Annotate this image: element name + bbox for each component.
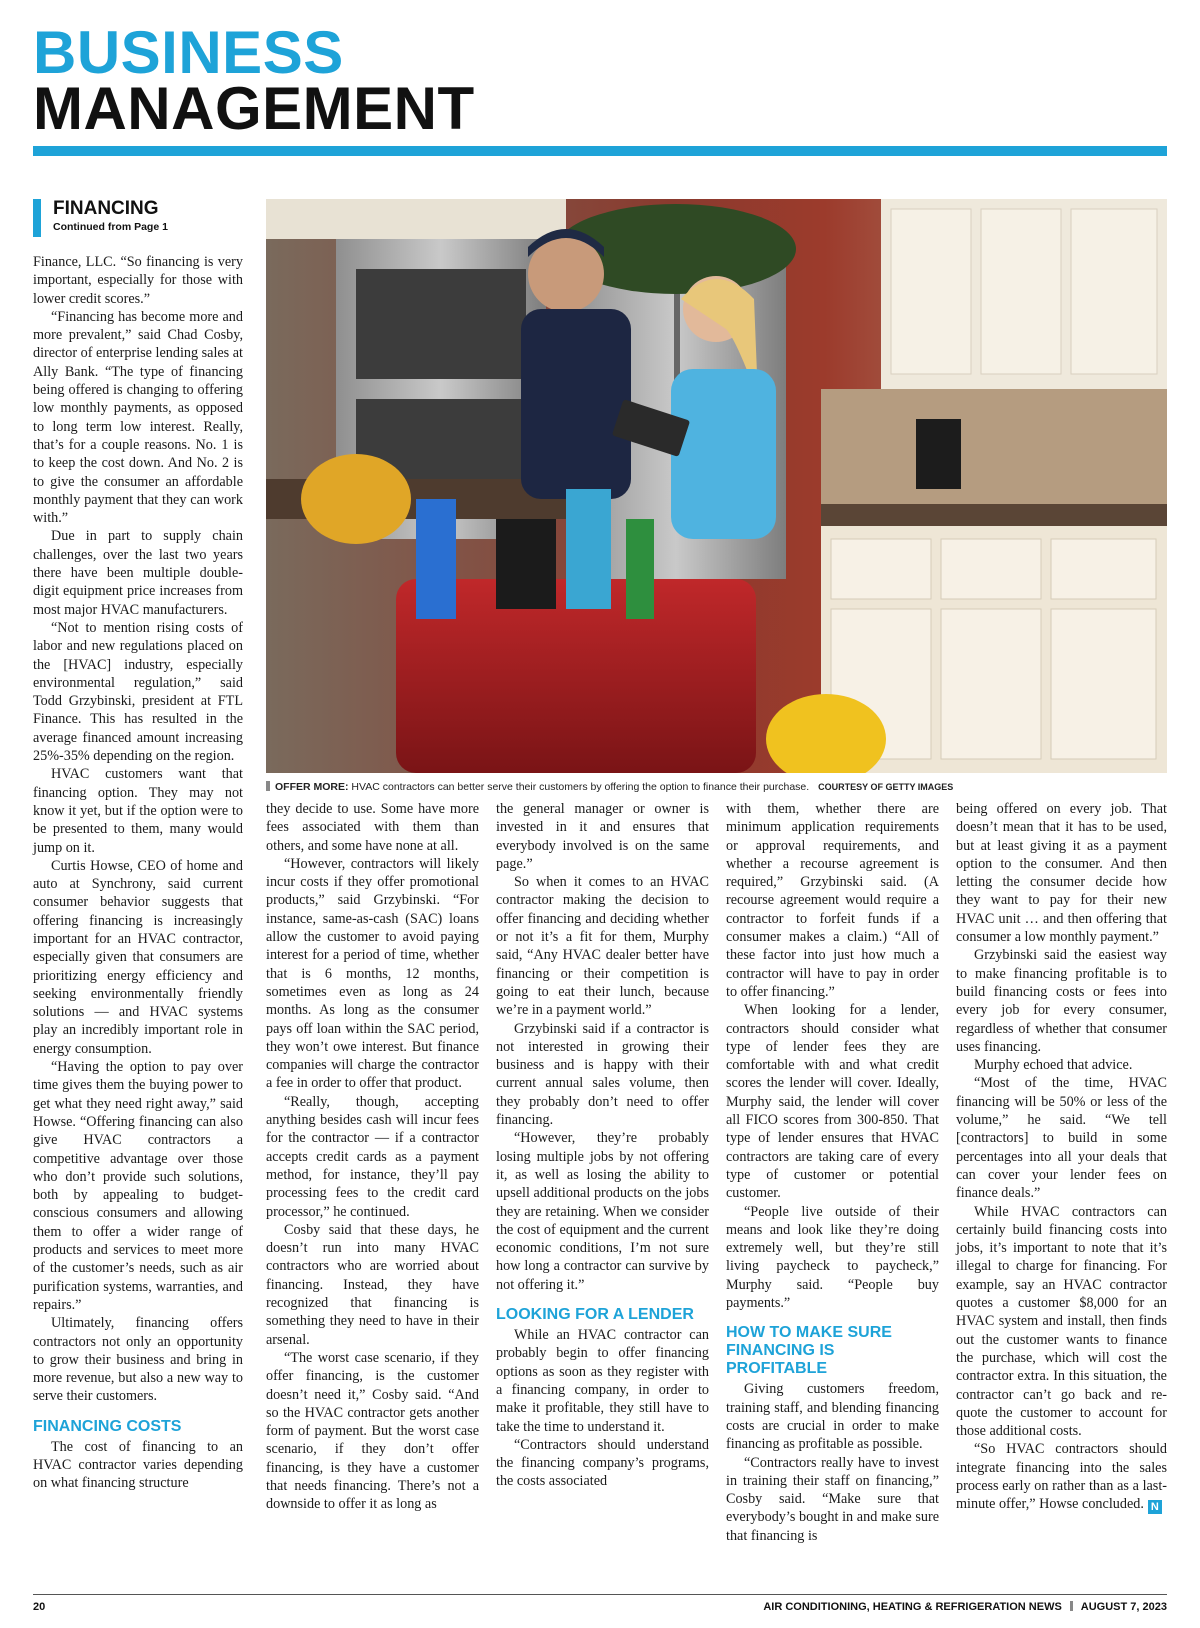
paragraph: “Contractors really have to invest in training their staff on financing,” Cosby said. “Make sure that everybody’s bought in and make sure that financing is bbox=[726, 1454, 939, 1544]
paragraph: “However, they’re probably losing multiple jobs by not offering it, as well as losing the ability to upsell additional products on the jobs they are retaining. When we consider the cost of equipment and the current economic conditions, I’m not sure how long a contractor can survive by not offering it.” bbox=[496, 1130, 709, 1293]
paragraph: While HVAC contractors can certainly build financing costs into jobs, it’s important to note that it’s illegal to charge for financing. For example, say an HVAC contractor quotes a customer $8,000 for an HVAC system and install, then finds out the customer wants to finance the purchase, which will cost the contractor extra. In this situation, the contractor can’t go back and re-quote the customer to account for those additional costs. bbox=[956, 1203, 1167, 1440]
article-column-4 bbox=[726, 800, 939, 1545]
paragraph: “Financing has become more and more prevalent,” said Chad Cosby, director of enterprise lending sales at Ally Bank. “The type of financing being offered is changing to offering low monthly payments, as opposed to long term low interest. Really, that’s for a couple reasons. No. 1 is to keep the cost down. And No. 2 is to give the consumer an affordable monthly payment that they can work with.” bbox=[33, 308, 243, 527]
paragraph: being offered on every job. That doesn’t mean that it has to be used, but at least giving it as a payment option to the consumer. And then letting the consumer decide how they want to pay for their new HVAC unit … and then offering that consumer a low monthly payment.” bbox=[956, 801, 1167, 946]
section-title-line2: MANAGEMENT bbox=[33, 75, 475, 142]
paragraph: When looking for a lender, contractors should consider what type of lender fees they are comfortable with and what credit scores the lender will cover. Ideally, Murphy said, the lender will cover all FICO scores from 300-850. That type of lender ensures that HVAC contractors are taking care of every type of customer or potential customer. bbox=[726, 1002, 939, 1202]
article-column-1 bbox=[33, 253, 243, 1493]
paragraph: While an HVAC contractor can probably begin to offer financing options as soon as they register with a financing company, in order to make it profitable, they still have to take the time to understand it. bbox=[496, 1327, 709, 1435]
article-photo bbox=[266, 199, 1167, 773]
subhead-financing-profitable: HOW TO MAKE SURE FINANCING IS PROFITABLE bbox=[726, 1324, 892, 1378]
footer-rule bbox=[33, 1594, 1167, 1595]
paragraph: “Really, though, accepting anything besides cash will incur fees for the contractor — if a contractor accepts credit cards as a payment method, for instance, they’ll pay processing fees to the credit card processor,” he continued. bbox=[266, 1093, 479, 1220]
paragraph: Giving customers freedom, training staff, and blending financing costs are crucial in order to make financing as profitable as possible. bbox=[726, 1381, 939, 1453]
paragraph: Curtis Howse, CEO of home and auto at Synchrony, said current consumer behavior suggests that offering financing is increasingly important for an HVAC contractor, especially given that consumers are prioritizing energy efficiency and seeking environmentally friendly solutions — and HVAC systems play an incredibly important role in energy consumption. bbox=[33, 857, 243, 1057]
end-of-article-icon: N bbox=[1148, 1500, 1162, 1514]
paragraph: with them, whether there are minimum application requirements or approval requirements, and whether a recourse agreement is required,” Grzybinski said. (A recourse agreement would require a contractor to forfeit funds if a consumer makes a claim.) “All of these factor into just how much a contractor will have to pay in order to offer financing.” bbox=[726, 801, 939, 1000]
caption-marker bbox=[266, 781, 270, 791]
paragraph: The cost of financing to an HVAC contractor varies depending on what financing structure bbox=[33, 1438, 243, 1492]
footer-separator bbox=[1070, 1601, 1073, 1611]
subhead-financing-costs: FINANCING COSTS bbox=[33, 1417, 182, 1435]
photo-illustration bbox=[266, 199, 1167, 773]
footer-publication-info bbox=[763, 1600, 1167, 1614]
caption-text: HVAC contractors can better serve their customers by offering the option to finance their purchase. bbox=[351, 781, 810, 793]
paragraph: Murphy echoed that advice. bbox=[974, 1057, 1133, 1074]
header-rule bbox=[33, 146, 1167, 156]
photo-caption bbox=[266, 780, 1167, 794]
paragraph: “Having the option to pay over time gives them the buying power to get what they need right away,” said Howse. “Offering financing can also give HVAC contractors a competitive advantage over those who don’t provide such solutions, both by appealing to budget-conscious consumers and allowing them to offer a wider range of products and services to meet more of the customer’s needs, such as air purification systems, warranties, and repairs.” bbox=[33, 1059, 243, 1313]
article-column-3 bbox=[496, 800, 709, 1491]
paragraph: HVAC customers want that financing option. They may not know it yet, but if the option were to be presented to them, many would jump on it. bbox=[33, 766, 243, 856]
paragraph: Due in part to supply chain challenges, over the last two years there have been multiple double-digit equipment price increases from most major HVAC manufacturers. bbox=[33, 528, 243, 618]
subhead-looking-for-lender: LOOKING FOR A LENDER bbox=[496, 1306, 694, 1324]
jump-head bbox=[33, 199, 168, 237]
paragraph: the general manager or owner is invested in it and ensures that everybody involved is on the same page.” bbox=[496, 801, 709, 872]
paragraph: Finance, LLC. “So financing is very important, especially for those with lower credit scores.” bbox=[33, 254, 243, 307]
paragraph: “The worst case scenario, if they offer financing, is the customer doesn’t need it,” Cosby said. “And so the HVAC contractor gets another form of payment. But the worst case scenario, if they don’t offer financing, is they have a customer that needs financing. There’s not a downside to offer it as long as bbox=[266, 1349, 479, 1513]
paragraph: “However, contractors will likely incur costs if they offer promotional products,” said Grzybinski. “For instance, same-as-cash (SAC) loans allow the customer to avoid paying interest for a period of time, whether that is 6 months, 12 months, sometimes even as long as 24 months. As long as the consumer pays off loan within the SAC period, they won’t owe interest. But finance companies will charge the contractor a fee in order to offer that product. bbox=[266, 855, 479, 1092]
section-header bbox=[33, 19, 475, 142]
continued-from-label: Continued from Page 1 bbox=[53, 221, 168, 233]
article-column-5 bbox=[956, 800, 1167, 1514]
page-number: 20 bbox=[33, 1601, 46, 1613]
paragraph-text: “So HVAC contractors should integrate financing into the sales process early on rather than as a last-minute offer,” Howse concluded. bbox=[956, 1441, 1167, 1513]
section-title-line1: BUSINESS bbox=[33, 19, 344, 86]
paragraph: “People live outside of their means and look like they’re doing extremely well, but they’re still living paycheck to paycheck,” Murphy said. “People buy payments.” bbox=[726, 1203, 939, 1312]
paragraph: Ultimately, financing offers contractors not only an opportunity to grow their business and bring in more revenue, but also a new way to serve their customers. bbox=[33, 1315, 243, 1405]
paragraph-final bbox=[956, 1440, 1167, 1514]
paragraph: Cosby said that these days, he doesn’t run into many HVAC contractors who are worried about financing. Instead, they have recognized that financing is something they need to have in their arsenal. bbox=[266, 1221, 479, 1348]
paragraph: “Not to mention rising costs of labor and new regulations placed on the [HVAC] industry, especially environmental regulation,” said Todd Grzybinski, president at FTL Finance. This has resulted in the average financed amount increasing 25%-35% depending on the region. bbox=[33, 619, 243, 765]
paragraph: “Contractors should understand the financing company’s programs, the costs associated bbox=[496, 1436, 709, 1490]
photo-credit: COURTESY OF GETTY IMAGES bbox=[818, 782, 954, 792]
paragraph: Grzybinski said the easiest way to make financing profitable is to build financing costs or fees into every job for every consumer, regardless of whether that consumer uses financing. bbox=[956, 947, 1167, 1055]
paragraph: So when it comes to an HVAC contractor making the decision to offer financing and deciding whether or not it’s a fit for them, Murphy said, “Any HVAC dealer better have financing or their competition is going to eat their lunch, because we’re in a payment world.” bbox=[496, 874, 709, 1019]
publication-name: AIR CONDITIONING, HEATING & REFRIGERATION NEWS bbox=[763, 1601, 1062, 1613]
issue-date: AUGUST 7, 2023 bbox=[1080, 1601, 1167, 1613]
paragraph: Grzybinski said if a contractor is not interested in growing their business and is happy with their current annual sales volume, then they probably don’t need to offer financing. bbox=[496, 1020, 709, 1129]
article-title: FINANCING bbox=[53, 198, 159, 219]
paragraph: they decide to use. Some have more fees associated with them than others, and some have none at all. bbox=[266, 801, 479, 854]
paragraph: “Most of the time, HVAC financing will be 50% or less of the volume,” he said. “We tell [contractors] to build in some percentages into all your deals that can cover your lender fees on finance deals.” bbox=[956, 1075, 1167, 1202]
caption-label: OFFER MORE: bbox=[275, 781, 349, 793]
article-column-2 bbox=[266, 800, 479, 1514]
